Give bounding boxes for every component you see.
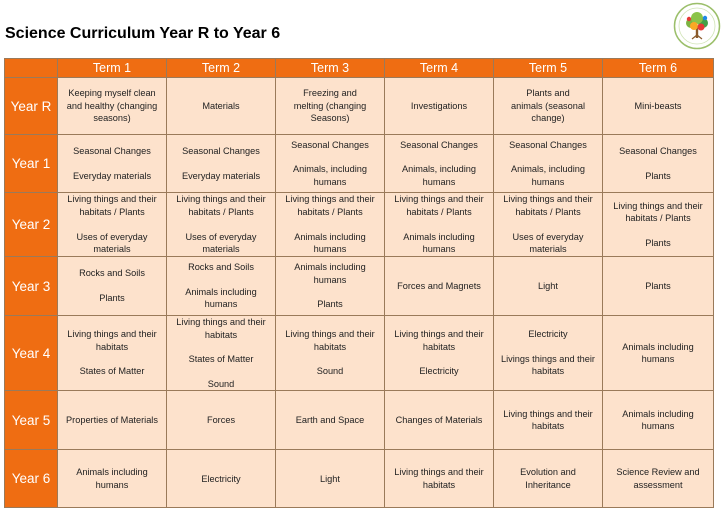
line-gap xyxy=(279,219,381,231)
curriculum-cell xyxy=(385,193,494,257)
topic-line: materials xyxy=(202,244,240,255)
topic-line: Living things and their xyxy=(67,194,157,205)
curriculum-cell xyxy=(276,135,385,193)
term-header-row xyxy=(5,59,714,78)
curriculum-cell xyxy=(167,391,276,450)
curriculum-cell xyxy=(603,450,714,508)
curriculum-cell xyxy=(385,257,494,316)
line-gap xyxy=(388,219,490,231)
topic-line: humans xyxy=(422,176,456,187)
line-gap xyxy=(170,366,272,378)
topic-line: Living things and their xyxy=(503,194,593,205)
topic-line: habitats xyxy=(204,329,238,340)
topic-line: Forces xyxy=(206,415,236,426)
curriculum-cell xyxy=(603,257,714,316)
topic-line: Animals including xyxy=(294,262,366,273)
term-header: Term 1 xyxy=(58,59,167,78)
topic-line: change) xyxy=(531,113,565,124)
topic-line: habitats / Plants xyxy=(297,206,363,217)
topic-line: Rocks and Soils xyxy=(188,262,254,273)
curriculum-cell xyxy=(167,135,276,193)
topic-line: Uses of everyday xyxy=(512,231,584,242)
line-gap xyxy=(497,151,599,163)
topic-line: humans xyxy=(641,354,675,365)
topic-line: Seasonal Changes xyxy=(619,145,697,156)
topic-line: States of Matter xyxy=(79,366,145,377)
topic-line: Animals, including xyxy=(510,164,586,175)
line-gap xyxy=(497,219,599,231)
page-title: Science Curriculum Year R to Year 6 xyxy=(5,25,281,42)
line-gap xyxy=(61,353,163,365)
curriculum-cell xyxy=(58,257,167,316)
topic-line: Uses of everyday xyxy=(76,231,148,242)
curriculum-cell xyxy=(385,135,494,193)
topic-line: Animals, including xyxy=(292,164,368,175)
topic-line: humans xyxy=(204,299,238,310)
topic-line: Plants xyxy=(645,237,671,248)
topic-line: Electricity xyxy=(528,329,568,340)
year-label: Year 5 xyxy=(5,391,58,450)
table-row xyxy=(5,450,714,508)
topic-line: Animals including xyxy=(622,408,694,419)
topic-line: Seasonal Changes xyxy=(73,145,151,156)
topic-line: Uses of everyday xyxy=(185,231,257,242)
topic-line: Living things and their xyxy=(67,329,157,340)
topic-line: materials xyxy=(93,244,131,255)
table-row xyxy=(5,193,714,257)
topic-line: Livings things and their xyxy=(501,353,595,364)
table-row xyxy=(5,135,714,193)
curriculum-cell xyxy=(58,450,167,508)
topic-line: Investigations xyxy=(410,100,468,111)
year-label: Year 1 xyxy=(5,135,58,193)
term-header: Term 2 xyxy=(167,59,276,78)
topic-line: habitats xyxy=(422,479,456,490)
curriculum-cell xyxy=(167,257,276,316)
curriculum-cell xyxy=(494,391,603,450)
topic-line: habitats xyxy=(95,341,129,352)
topic-line: Seasonal Changes xyxy=(291,139,369,150)
topic-line: Plants xyxy=(317,299,343,310)
curriculum-cell xyxy=(494,78,603,135)
topic-line: materials xyxy=(529,244,567,255)
topic-line: habitats / Plants xyxy=(406,206,472,217)
curriculum-cell xyxy=(603,78,714,135)
year-label: Year R xyxy=(5,78,58,135)
topic-line: Plants xyxy=(99,293,125,303)
topic-line: Living things and their xyxy=(394,467,484,478)
curriculum-cell xyxy=(167,193,276,257)
topic-line: Forces and Magnets xyxy=(397,280,481,291)
line-gap xyxy=(279,353,381,365)
line-gap xyxy=(61,219,163,231)
curriculum-cell xyxy=(276,316,385,391)
term-header: Term 6 xyxy=(603,59,714,78)
curriculum-cell xyxy=(167,316,276,391)
curriculum-cell xyxy=(58,135,167,193)
topic-line: humans xyxy=(531,176,565,187)
topic-line: Living things and their xyxy=(613,200,703,211)
curriculum-cell xyxy=(58,78,167,135)
topic-line: Freezing and xyxy=(303,88,357,99)
topic-line: Rocks and Soils xyxy=(79,268,145,279)
line-gap xyxy=(279,151,381,163)
curriculum-cell xyxy=(385,391,494,450)
topic-line: Animals, including xyxy=(401,164,477,175)
curriculum-table xyxy=(4,58,714,508)
line-gap xyxy=(279,286,381,298)
topic-line: Animals including xyxy=(294,231,366,242)
curriculum-cell xyxy=(276,78,385,135)
line-gap xyxy=(61,280,163,292)
line-gap xyxy=(170,341,272,353)
line-gap xyxy=(388,353,490,365)
topic-line: Seasonal Changes xyxy=(182,145,260,156)
topic-line: seasons) xyxy=(93,113,131,124)
topic-line: Everyday materials xyxy=(181,170,261,181)
topic-line: Plants and xyxy=(526,88,570,99)
topic-line: Changes of Materials xyxy=(395,415,483,426)
topic-line: habitats / Plants xyxy=(625,213,691,224)
curriculum-cell xyxy=(494,450,603,508)
line-gap xyxy=(170,158,272,170)
curriculum-cell xyxy=(603,135,714,193)
term-header: Term 5 xyxy=(494,59,603,78)
topic-line: Evolution and xyxy=(520,467,576,478)
topic-line: humans xyxy=(641,421,675,432)
topic-line: Living things and their xyxy=(285,194,375,205)
curriculum-cell xyxy=(276,193,385,257)
curriculum-cell xyxy=(494,135,603,193)
topic-line: Living things and their xyxy=(176,317,266,327)
topic-line: habitats xyxy=(313,341,347,352)
topic-line: Sound xyxy=(316,366,344,377)
topic-line: Animals including xyxy=(185,286,257,297)
line-gap xyxy=(606,158,710,170)
curriculum-cell xyxy=(167,450,276,508)
corner-cell xyxy=(5,59,58,78)
line-gap xyxy=(606,225,710,237)
curriculum-cell xyxy=(276,450,385,508)
topic-line: humans xyxy=(313,244,347,255)
table-row xyxy=(5,78,714,135)
tree-logo-icon xyxy=(673,2,721,50)
topic-line: Animals including xyxy=(76,467,148,478)
topic-line: Animals including xyxy=(403,231,475,242)
line-gap xyxy=(61,158,163,170)
topic-line: Keeping myself clean xyxy=(68,88,156,99)
curriculum-cell xyxy=(385,316,494,391)
topic-line: Electricity xyxy=(201,473,241,484)
curriculum-cell xyxy=(603,391,714,450)
topic-line: Properties of Materials xyxy=(66,415,158,426)
topic-line: melting (changing xyxy=(293,100,367,111)
topic-line: Seasonal Changes xyxy=(509,139,587,150)
topic-line: Seasonal Changes xyxy=(400,139,478,150)
topic-line: Living things and their xyxy=(503,408,593,419)
topic-line: Animals including xyxy=(622,341,694,352)
topic-line: habitats xyxy=(531,421,565,432)
curriculum-cell xyxy=(603,193,714,257)
curriculum-cell xyxy=(494,316,603,391)
topic-line: humans xyxy=(313,274,347,285)
topic-line: Materials xyxy=(202,100,240,111)
topic-line: habitats / Plants xyxy=(188,206,254,217)
topic-line: Science Review and xyxy=(616,467,700,478)
table-row xyxy=(5,316,714,391)
topic-line: assessment xyxy=(633,479,683,490)
line-gap xyxy=(170,274,272,286)
topic-line: States of Matter xyxy=(188,354,254,365)
year-label: Year 4 xyxy=(5,316,58,391)
topic-line: Plants xyxy=(645,280,671,291)
curriculum-cell xyxy=(167,78,276,135)
curriculum-cell xyxy=(494,193,603,257)
year-label: Year 6 xyxy=(5,450,58,508)
topic-line: Light xyxy=(538,280,558,291)
topic-line: humans xyxy=(95,479,129,490)
topic-line: Electricity xyxy=(419,366,459,377)
topic-line: Living things and their xyxy=(285,329,375,340)
topic-line: Living things and their xyxy=(394,194,484,205)
table-row xyxy=(5,257,714,316)
topic-line: habitats / Plants xyxy=(515,206,581,217)
curriculum-cell xyxy=(58,316,167,391)
topic-line: animals (seasonal xyxy=(510,100,586,111)
curriculum-cell xyxy=(385,450,494,508)
topic-line: habitats xyxy=(531,366,565,377)
topic-line: habitats / Plants xyxy=(79,206,145,217)
line-gap xyxy=(170,219,272,231)
table-row xyxy=(5,391,714,450)
topic-line: Living things and their xyxy=(394,329,484,340)
curriculum-cell xyxy=(385,78,494,135)
topic-line: Living things and their xyxy=(176,194,266,205)
curriculum-cell xyxy=(603,316,714,391)
topic-line: Seasons) xyxy=(310,113,350,124)
line-gap xyxy=(388,151,490,163)
topic-line: Light xyxy=(320,473,340,484)
topic-line: Inheritance xyxy=(525,479,571,490)
year-label: Year 2 xyxy=(5,193,58,257)
topic-line: Earth and Space xyxy=(295,415,365,426)
curriculum-cell xyxy=(58,193,167,257)
topic-line: Mini-beasts xyxy=(634,100,682,111)
topic-line: Sound xyxy=(207,378,235,389)
term-header: Term 4 xyxy=(385,59,494,78)
year-label: Year 3 xyxy=(5,257,58,316)
curriculum-cell xyxy=(276,257,385,316)
topic-line: habitats xyxy=(422,341,456,352)
topic-line: Everyday materials xyxy=(72,170,152,181)
topic-line: humans xyxy=(422,244,456,255)
topic-line: Plants xyxy=(645,170,671,181)
topic-line: and healthy (changing xyxy=(66,100,158,111)
line-gap xyxy=(497,341,599,353)
term-header: Term 3 xyxy=(276,59,385,78)
topic-line: humans xyxy=(313,176,347,187)
curriculum-cell xyxy=(494,257,603,316)
curriculum-cell xyxy=(276,391,385,450)
curriculum-cell xyxy=(58,391,167,450)
